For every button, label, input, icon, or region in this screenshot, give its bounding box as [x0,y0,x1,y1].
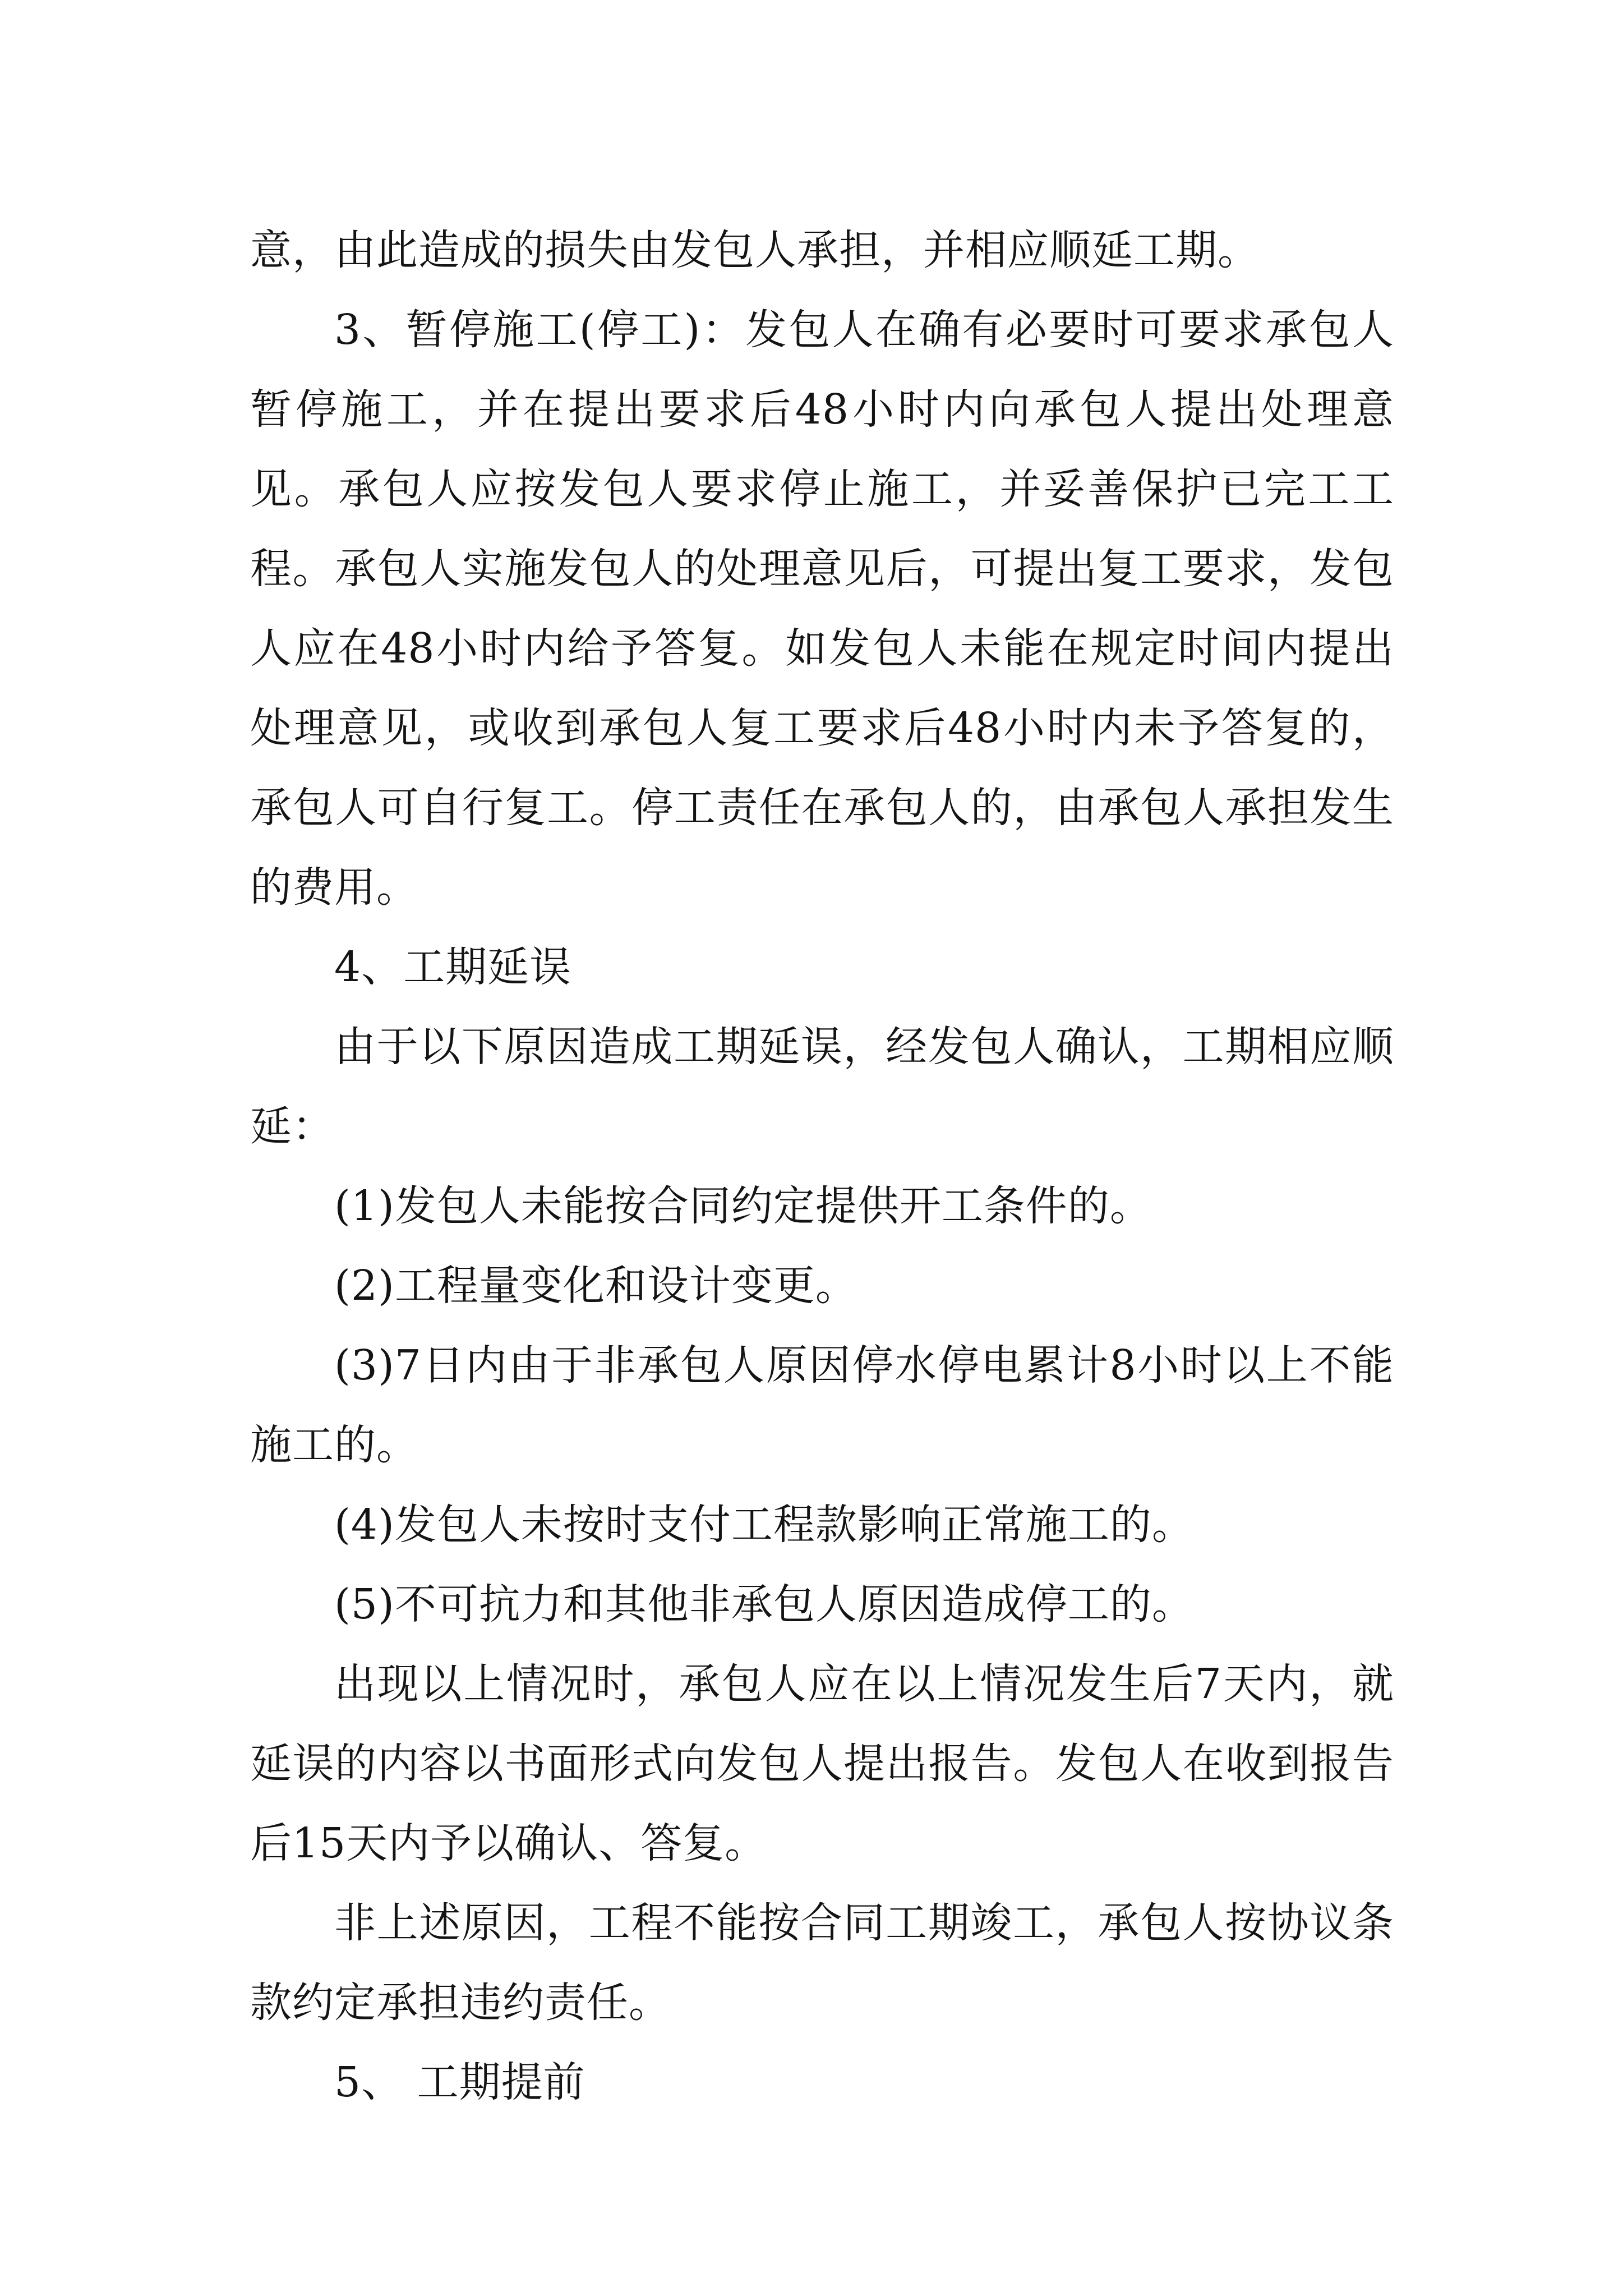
list-item-reason-5: (5)不可抗力和其他非承包人原因造成停工的。 [334,1580,1194,1628]
list-item-reason-4: (4)发包人未按时支付工程款影响正常施工的。 [334,1501,1194,1549]
paragraph-delay-intro: 由于以下原因造成工期延误，经发包人确认，工期相应顺延： [250,1023,1394,1151]
paragraph-continuation: 意，由此造成的损失由发包人承担，并相应顺延工期。 [250,226,1260,274]
document-body [250,210,1394,2122]
paragraph-report-requirement: 出现以上情况时，承包人应在以上情况发生后7天内，就延误的内容以书面形式向发包人提出报告。发包人在收到报告后15天内予以确认、答复。 [250,1660,1394,1867]
section-heading-5-early-completion: 5、 工期提前 [334,2058,585,2106]
section-heading-4-delay: 4、工期延误 [334,943,572,991]
paragraph-item-3-suspension: 3、暂停施工(停工)：发包人在确有必要时可要求承包人暂停施工，并在提出要求后48小时内向承包人提出处理意见。承包人应按发包人要求停止施工，并妥善保护已完工工程。承包人实施发包人的处理意见后，可提出复工要求，发包人应在48小时内给予答复。如发包人未能在规定时间内提出处理意见，或收到承包人复工要求后48小时内未予答复的，承包人可自行复工。停工责任在承包人的，由承包人承担发生的费用。 [250,306,1394,912]
list-item-reason-1: (1)发包人未能按合同约定提供开工条件的。 [334,1182,1152,1230]
paragraph-liability: 非上述原因，工程不能按合同工期竣工，承包人按协议条款约定承担违约责任。 [250,1899,1394,2027]
list-item-reason-3: (3)7日内由于非承包人原因停水停电累计8小时以上不能施工的。 [250,1341,1394,1469]
list-item-reason-2: (2)工程量变化和设计变更。 [334,1262,857,1310]
